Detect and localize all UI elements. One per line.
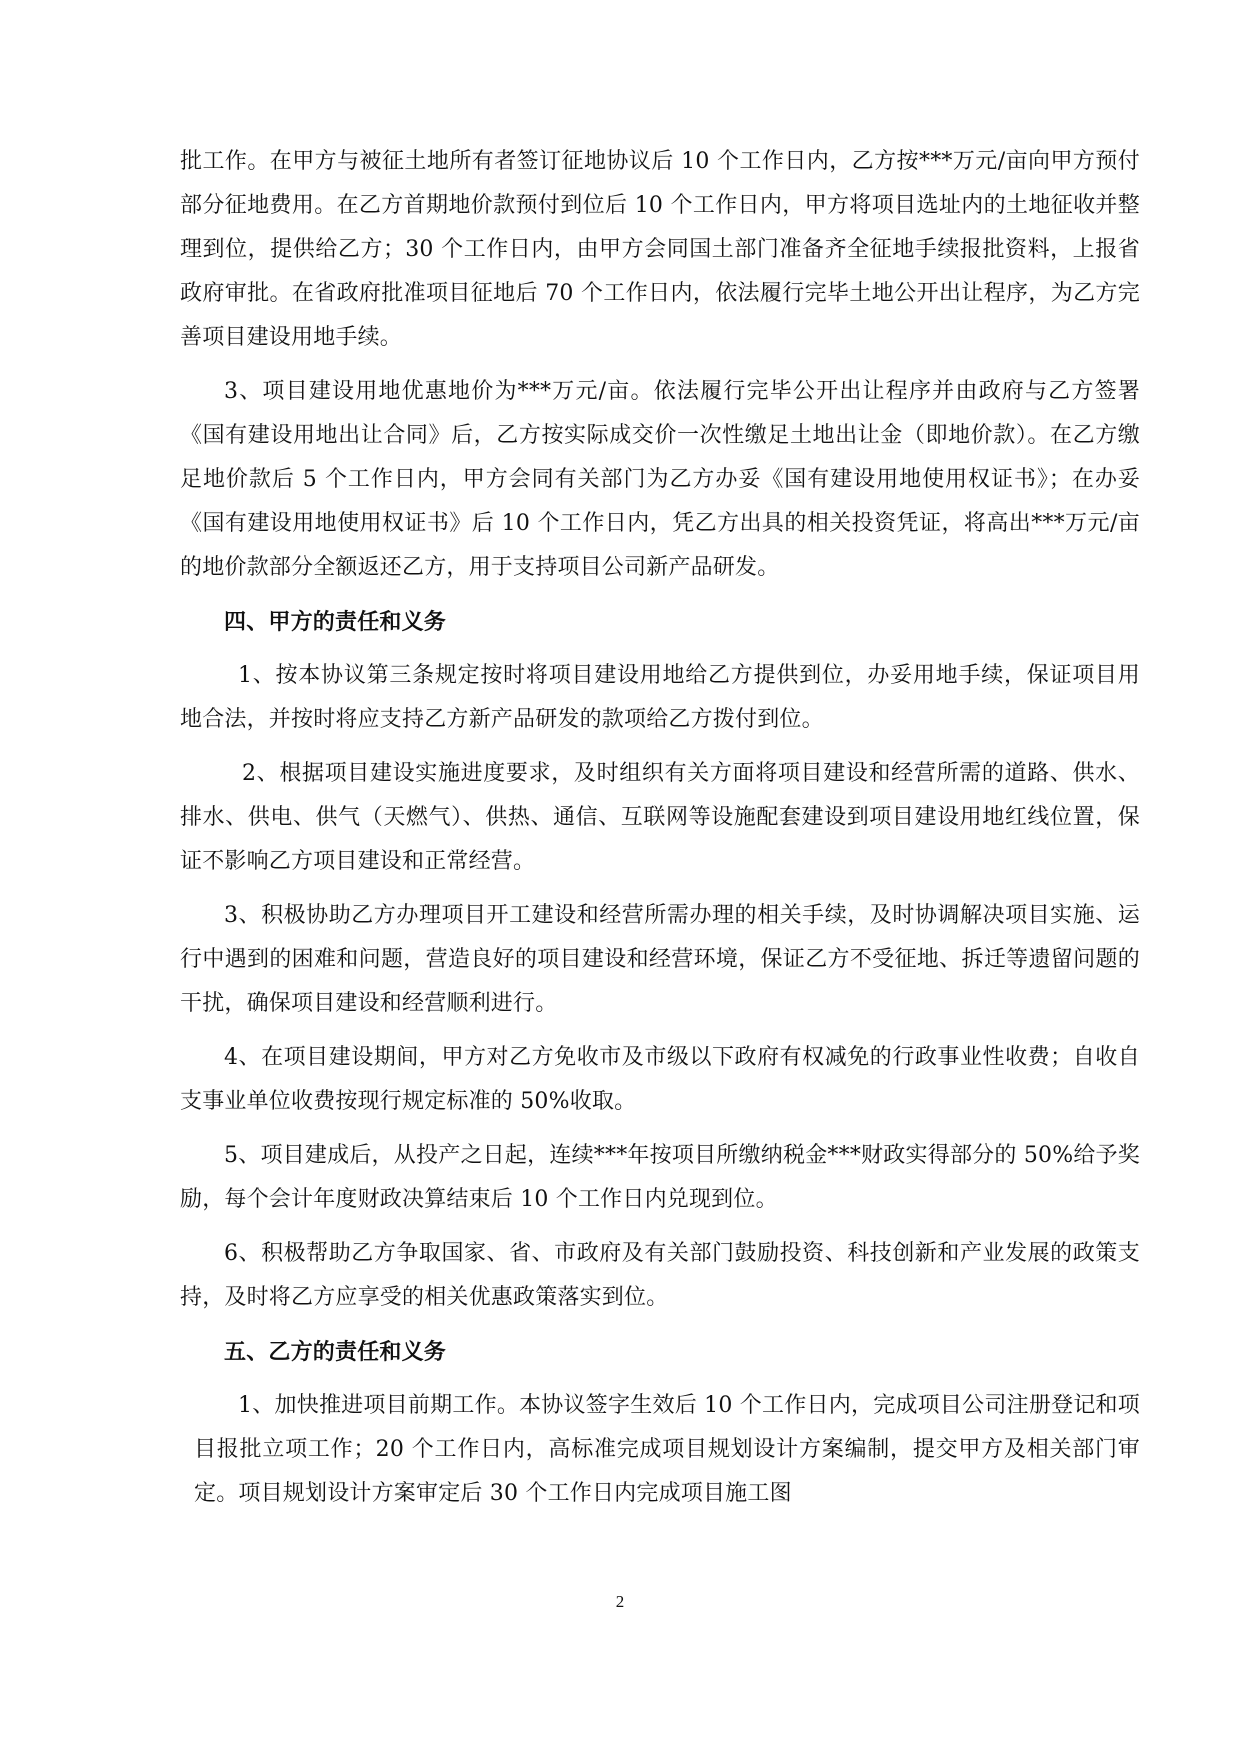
paragraph-party-a-item-2: 2、根据项目建设实施进度要求，及时组织有关方面将项目建设和经营所需的道路、供水、排水、供电、供气（天燃气）、供热、通信、互联网等设施配套建设到项目建设用地红线位置，保证不影响乙方项目建设和正常经营。 (180, 761, 1140, 874)
page-number: 2 (615, 1592, 625, 1611)
paragraph-gap (180, 1026, 1140, 1036)
paragraph-party-b-item-1: 1、加快推进项目前期工作。本协议签字生效后 10 个工作日内，完成项目公司注册登记和项目报批立项工作；20 个工作日内，高标准完成项目规划设计方案编制，提交甲方及相关部门审定。项目规划设计方案审定后 30 个工作日内完成项目施工图 (194, 1393, 1140, 1506)
paragraph-gap (180, 644, 1140, 654)
paragraph-gap (180, 884, 1140, 894)
paragraph-party-a-item-4: 4、在项目建设期间，甲方对乙方免收市及市级以下政府有权减免的行政事业性收费；自收自支事业单位收费按现行规定标准的 50%收取。 (180, 1045, 1140, 1114)
paragraph-party-a-item-1: 1、按本协议第三条规定按时将项目建设用地给乙方提供到位，办妥用地手续，保证项目用地合法，并按时将应支持乙方新产品研发的款项给乙方拨付到位。 (180, 663, 1140, 732)
paragraph-gap (180, 1374, 1140, 1384)
paragraph-party-a-item-3: 3、积极协助乙方办理项目开工建设和经营所需办理的相关手续，及时协调解决项目实施、运行中遇到的困难和问题，营造良好的项目建设和经营环境，保证乙方不受征地、拆迁等遗留问题的干扰，确保项目建设和经营顺利进行。 (180, 903, 1140, 1016)
section-heading-party-a-duties: 四、甲方的责任和义务 (224, 609, 447, 635)
paragraph-gap (180, 1320, 1140, 1330)
paragraph-party-a-item-5: 5、项目建成后，从投产之日起，连续***年按项目所缴纳税金***财政实得部分的 50%给予奖励，每个会计年度财政决算结束后 10 个工作日内兑现到位。 (180, 1143, 1140, 1212)
paragraph-gap (180, 1222, 1140, 1232)
paragraph-gap (180, 1124, 1140, 1134)
paragraph-clause-3-land-price: 3、项目建设用地优惠地价为***万元/亩。依法履行完毕公开出让程序并由政府与乙方签署《国有建设用地出让合同》后，乙方按实际成交价一次性缴足土地出让金（即地价款）。在乙方缴足地价款后 5 个工作日内，甲方会同有关部门为乙方办妥《国有建设用地使用权证书》；在办妥《国有建设用地使用权证书》后 10 个工作日内，凭乙方出具的相关投资凭证，将高出***万元/亩的地价款部分全额返还乙方，用于支持项目公司新产品研发。 (180, 379, 1140, 580)
paragraph-land-acquisition-continued: 批工作。在甲方与被征土地所有者签订征地协议后 10 个工作日内，乙方按***万元/亩向甲方预付部分征地费用。在乙方首期地价款预付到位后 10 个工作日内，甲方将项目选址内的土地征收并整理到位，提供给乙方；30 个工作日内，由甲方会同国土部门准备齐全征地手续报批资料，上报省政府审批。在省政府批准项目征地后 70 个工作日内，依法履行完毕土地公开出让程序，为乙方完善项目建设用地手续。 (180, 149, 1140, 350)
paragraph-gap (180, 590, 1140, 600)
paragraph-gap (180, 360, 1140, 370)
section-heading-party-b-duties: 五、乙方的责任和义务 (224, 1339, 447, 1365)
paragraph-party-a-item-6: 6、积极帮助乙方争取国家、省、市政府及有关部门鼓励投资、科技创新和产业发展的政策支持，及时将乙方应享受的相关优惠政策落实到位。 (180, 1241, 1140, 1310)
paragraph-gap (180, 742, 1140, 752)
document-body (180, 140, 1140, 1516)
